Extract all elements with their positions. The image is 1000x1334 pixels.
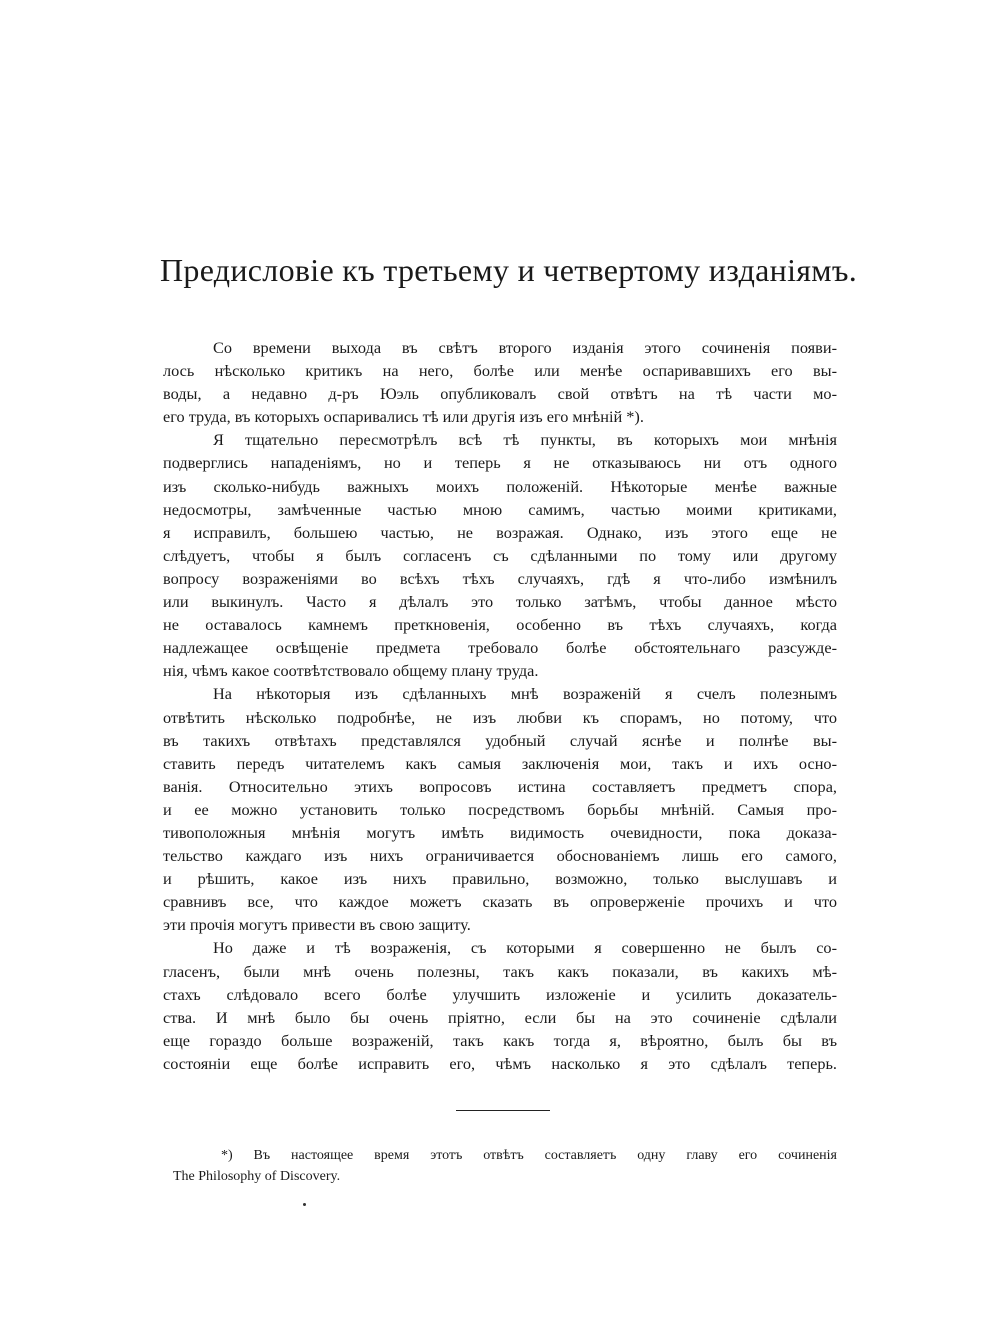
footnote-separator-rule <box>456 1110 550 1111</box>
text-line: воды, а недавно д-ръ Юэль опубликовалъ свой отвѣтъ на тѣ части мо- <box>163 384 837 404</box>
text-line: подверглись нападеніямъ, но и теперь я не отказываюсь ни отъ одного <box>163 453 837 473</box>
text-line: и ее можно установить только посредствомъ борьбы мнѣній. Самыя про- <box>163 799 837 819</box>
text-line: состояніи еще болѣе исправить его, чѣмъ насколько я это сдѣлалъ теперь. <box>163 1053 837 1073</box>
text-line: вопросу возраженіями во всѣхъ тѣхъ случаяхъ, гдѣ я что-либо измѣнилъ <box>163 568 837 588</box>
paragraph-4 <box>163 936 837 1075</box>
footnote-line: *) Въ настоящее время этотъ отвѣтъ составляетъ одну главу его сочиненія <box>221 1148 837 1163</box>
text-line: Я тщательно пересмотрѣлъ всѣ тѣ пункты, въ которыхъ мои мнѣнія <box>213 430 837 450</box>
footnote-line: The Philosophy of Discovery. <box>173 1169 341 1184</box>
text-line: я исправилъ, большею частью, не возражая. Однако, изъ этого еще не <box>163 522 837 542</box>
text-line: тивоположныя мнѣнія могутъ имѣть видимость очевидности, пока доказа- <box>163 822 837 842</box>
text-line: надлежащее освѣщеніе предмета требовало болѣе обстоятельнаго разсужде- <box>163 638 837 658</box>
text-line: его труда, въ которыхъ оспаривались тѣ или другія изъ его мнѣній *). <box>163 407 644 427</box>
text-line: и рѣшить, какое изъ нихъ правильно, возможно, только выслушавъ и <box>163 869 837 889</box>
text-line: ванія. Относительно этихъ вопросовъ истина составляетъ предметъ спора, <box>163 776 837 796</box>
text-line: На нѣкоторыя изъ сдѣланныхъ мнѣ возраженій я счелъ полезнымъ <box>213 684 837 704</box>
text-line: слѣдуетъ, чтобы я былъ согласенъ съ сдѣланными по тому или другому <box>163 545 837 565</box>
text-line: не оставалось камнемъ преткновенія, особенно въ тѣхъ случаяхъ, когда <box>163 615 837 635</box>
text-line: эти прочія могутъ привести въ свою защиту. <box>163 915 471 935</box>
text-line: гласенъ, были мнѣ очень полезны, такъ какъ показали, въ какихъ мѣ- <box>163 961 837 981</box>
text-line: недосмотры, замѣченные частью мною самимъ, частью моими критиками, <box>163 499 837 519</box>
text-line: нія, чѣмъ какое соотвѣтствовало общему плану труда. <box>163 661 539 681</box>
text-line: лось нѣсколько критикъ на него, болѣе или менѣе оспаривавшихъ его вы- <box>163 361 837 381</box>
paragraph-2 <box>163 428 837 682</box>
text-line: ства. И мнѣ было бы очень пріятно, если бы на это сочиненіе сдѣлали <box>163 1007 837 1027</box>
main-text <box>163 336 837 1075</box>
paragraph-3 <box>163 682 837 936</box>
text-line: стахъ слѣдовало всего болѣе улучшить изложеніе и усилить доказатель- <box>163 984 837 1004</box>
text-line: въ такихъ отвѣтахъ представлялся удобный случай яснѣе и полнѣе вы- <box>163 730 837 750</box>
page-title: Предисловіе къ третьему и четвертому изданіямъ. <box>160 252 857 288</box>
text-line: ставить передъ читателемъ какъ самыя заключенія мои, такъ и ихъ осно- <box>163 753 837 773</box>
text-line: Со времени выхода въ свѣтъ второго изданія этого сочиненія появи- <box>213 338 837 357</box>
text-line: или выкинулъ. Часто я дѣлалъ это только затѣмъ, чтобы данное мѣсто <box>163 592 837 612</box>
print-speck <box>303 1203 306 1206</box>
text-line: изъ сколько-нибудь важныхъ моихъ положеній. Нѣкоторые менѣе важные <box>163 476 837 496</box>
text-line: отвѣтить нѣсколько подробнѣе, не изъ любви къ спорамъ, но потому, что <box>163 707 837 727</box>
text-line: сравнивъ все, что каждое можетъ сказать въ опроверженіе прочихъ и что <box>163 892 837 912</box>
text-line: Но даже и тѣ возраженія, съ которыми я совершенно не былъ со- <box>213 938 837 958</box>
text-line: еще гораздо больше возраженій, такъ какъ тогда я, вѣроятно, былъ бы въ <box>163 1030 837 1050</box>
text-line: тельство каждаго изъ нихъ ограничивается обоснованіемъ лишь его самого, <box>163 846 837 866</box>
footnote <box>173 1145 837 1187</box>
paragraph-1 <box>163 336 837 428</box>
